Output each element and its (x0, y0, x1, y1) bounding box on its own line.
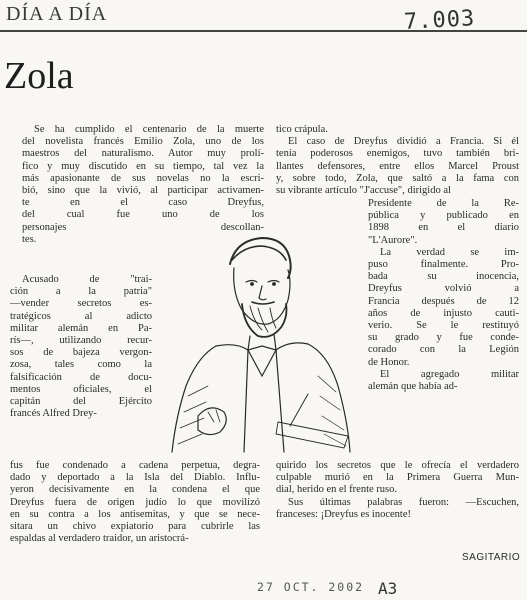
author-signature: SAGITARIO (462, 552, 521, 563)
article-column-2-middle (368, 198, 519, 393)
text-line: del novelista francés Emilio Zola, uno de los (22, 136, 264, 148)
page-reference-handwritten: A3 (378, 579, 398, 598)
text-line: ción a la patria" (10, 286, 152, 298)
text-line: corado con la Legión (368, 344, 519, 356)
text-line: Se ha cumplido el centenario de la muerte (34, 124, 264, 135)
text-line: Dreyfus volvió a (368, 283, 519, 295)
text-line: espaldas al verdadero traidor, un aristocrá- (10, 533, 189, 545)
text-line: más apasionante de sus novelas no la escri- (22, 172, 264, 184)
text-line: mentos oficiales, el (10, 383, 152, 395)
text-line: militar alemán en Pa- (10, 322, 152, 334)
text-line: y, sobre todo, Zola, que saltó a la fama con (276, 172, 519, 184)
article-title: Zola (4, 55, 74, 97)
article-column-1-middle (10, 274, 152, 420)
text-line: de Honor. (368, 356, 410, 368)
text-line: Acusado de "trai- (22, 274, 152, 285)
text-line: francés Alfred Drey- (10, 408, 97, 420)
text-line: alemán que había ad- (368, 381, 458, 393)
text-line: tico crápula. (276, 124, 328, 135)
text-line: bada su inocencia, (368, 271, 519, 283)
text-line: verio. Se le restituyó (368, 320, 519, 332)
text-line: franceses: ¡Dreyfus es inocente! (276, 508, 411, 520)
text-line: falsificación de docu- (10, 371, 152, 383)
text-line: El caso de Dreyfus dividió a Francia. Si él (288, 136, 519, 148)
article-column-2-bottom (276, 460, 519, 521)
text-line: capitán del Ejército (10, 396, 152, 408)
text-line: sos de bajeza vergon- (10, 347, 152, 359)
text-line: culpable murió en la Primera Guerra Mun- (276, 472, 519, 484)
article-column-1-bottom (10, 460, 260, 545)
text-line: Francia después de 12 (368, 295, 519, 307)
text-line: quirido los secretos que le ofrecía el verdadero (276, 460, 519, 471)
text-line: —vender secretos es- (10, 298, 152, 310)
text-line: su grado y fue conde- (368, 332, 519, 344)
zola-portrait-illustration (158, 226, 366, 454)
text-line: La verdad se im- (380, 246, 519, 258)
text-line: maestros del naturalismo. Autor muy prolí- (22, 148, 264, 160)
text-line: sitara un chivo expiatorio para cubrirle las (10, 521, 260, 533)
text-line: yeron decisivamente en la condena el que (10, 484, 260, 496)
text-line: puso finalmente. Pro- (368, 259, 519, 271)
text-line: dial, herido en el frente ruso. (276, 484, 397, 496)
section-header: DÍA A DÍA (6, 3, 108, 25)
text-line: años de injusto cauti- (368, 307, 519, 319)
text-line: rís—, utilizando recur- (10, 335, 152, 347)
text-line: tratégicos al adicto (10, 310, 152, 322)
text-line: Dreyfus fuera de origen judío lo que movilizó (10, 496, 260, 508)
text-line: del cual fue uno de los (22, 209, 264, 221)
text-line: tenía poderosos enemigos, tuvo también bri- (276, 148, 519, 160)
handwritten-reference: 7.003 (403, 6, 476, 35)
article-column-2-top (276, 124, 519, 197)
text-line: su vibrante artículo "J'accuse", dirigido al (276, 185, 451, 197)
text-line: zosa, tales como la (10, 359, 152, 371)
text-line: bió, sino que la vivió, al participar activamen- (22, 185, 264, 197)
text-line: 1898 en el diario (368, 222, 519, 234)
text-line: personajes descollan- (22, 221, 264, 233)
text-line: fus fue condenado a cadena perpetua, degra- (10, 460, 260, 471)
text-line: llantes defensores, entre ellos Marcel Proust (276, 160, 519, 172)
text-line: pública y publicado en (368, 210, 519, 222)
date-stamp: 27 OCT. 2002 (257, 580, 365, 594)
text-line: Sus últimas palabras fueron: —Escuchen, (288, 496, 519, 508)
text-line: dado y deportado a la Isla del Diablo. Influ- (10, 472, 260, 484)
text-line: fico y muy discutido en su tiempo, tal vez la (22, 160, 264, 172)
text-line: tes. (22, 233, 37, 245)
text-line: te en el caso Dreyfus, (22, 197, 264, 209)
text-line: "L'Aurore". (368, 234, 418, 246)
text-line: El agregado militar (380, 368, 519, 380)
text-line: en su contra a los antisemitas, y que se nece- (10, 508, 260, 520)
text-line: Presidente de la Re- (368, 198, 519, 209)
